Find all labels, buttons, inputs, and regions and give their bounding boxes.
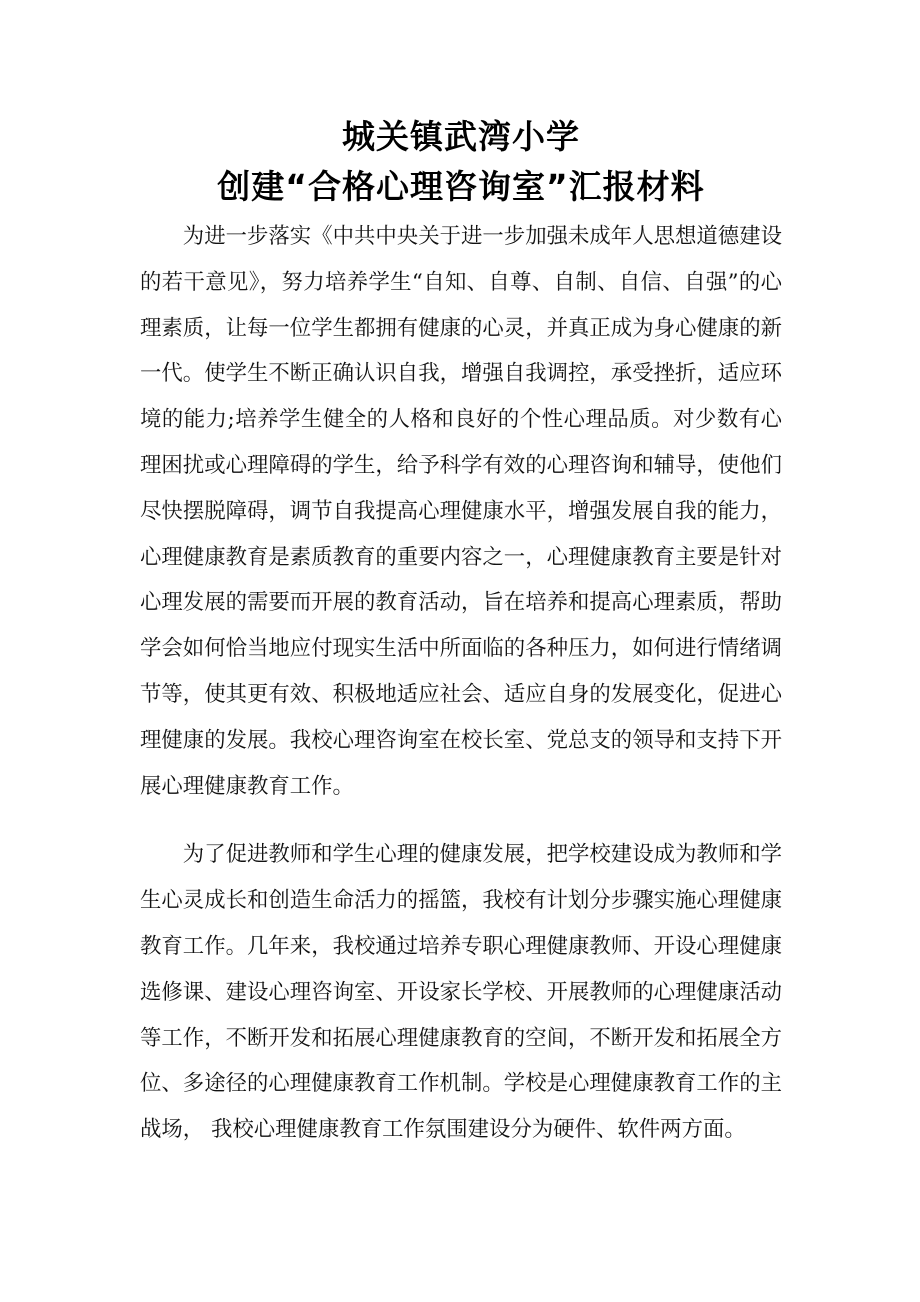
- body-paragraph-1: 为进一步落实《中共中央关于进一步加强未成年人思想道德建设的若干意见》，努力培养学生“自知、自尊、自制、自信、自强”的心理素质，让每一位学生都拥有健康的心灵，并真正成为身心健康的新一代。使学生不断正确认识自我，增强自我调控，承受挫折，适应环境的能力;培养学生健全的人格和良好的个性心理品质。对少数有心理困扰或心理障碍的学生，给予科学有效的心理咨询和辅导，使他们尽快摆脱障碍，调节自我提高心理健康水平，增强发展自我的能力，心理健康教育是素质教育的重要内容之一，心理健康教育主要是针对心理发展的需要而开展的教育活动，旨在培养和提高心理素质，帮助学会如何恰当地应付现实生活中所面临的各种压力，如何进行情绪调节等，使其更有效、积极地适应社会、适应自身的发展变化，促进心理健康的发展。我校心理咨询室在校长室、党总支的领导和支持下开展心理健康教育工作。: [140, 224, 782, 799]
- document-page: [140, 112, 782, 1153]
- body-paragraph-2: 为了促进教师和学生心理的健康发展，把学校建设成为教师和学生心灵成长和创造生命活力的摇篮，我校有计划分步骤实施心理健康教育工作。几年来，我校通过培养专职心理健康教师、开设心理健康选修课、建设心理咨询室、开设家长学校、开展教师的心理健康活动等工作，不断开发和拓展心理健康教育的空间，不断开发和拓展全方位、多途径的心理健康教育工作机制。学校是心理健康教育工作的主战场， 我校心理健康教育工作氛围建设分为硬件、软件两方面。: [140, 842, 782, 1143]
- document-title-line1: 城关镇武湾小学: [342, 117, 580, 156]
- document-title-line2: 创建“合格心理咨询室”汇报材料: [217, 167, 705, 206]
